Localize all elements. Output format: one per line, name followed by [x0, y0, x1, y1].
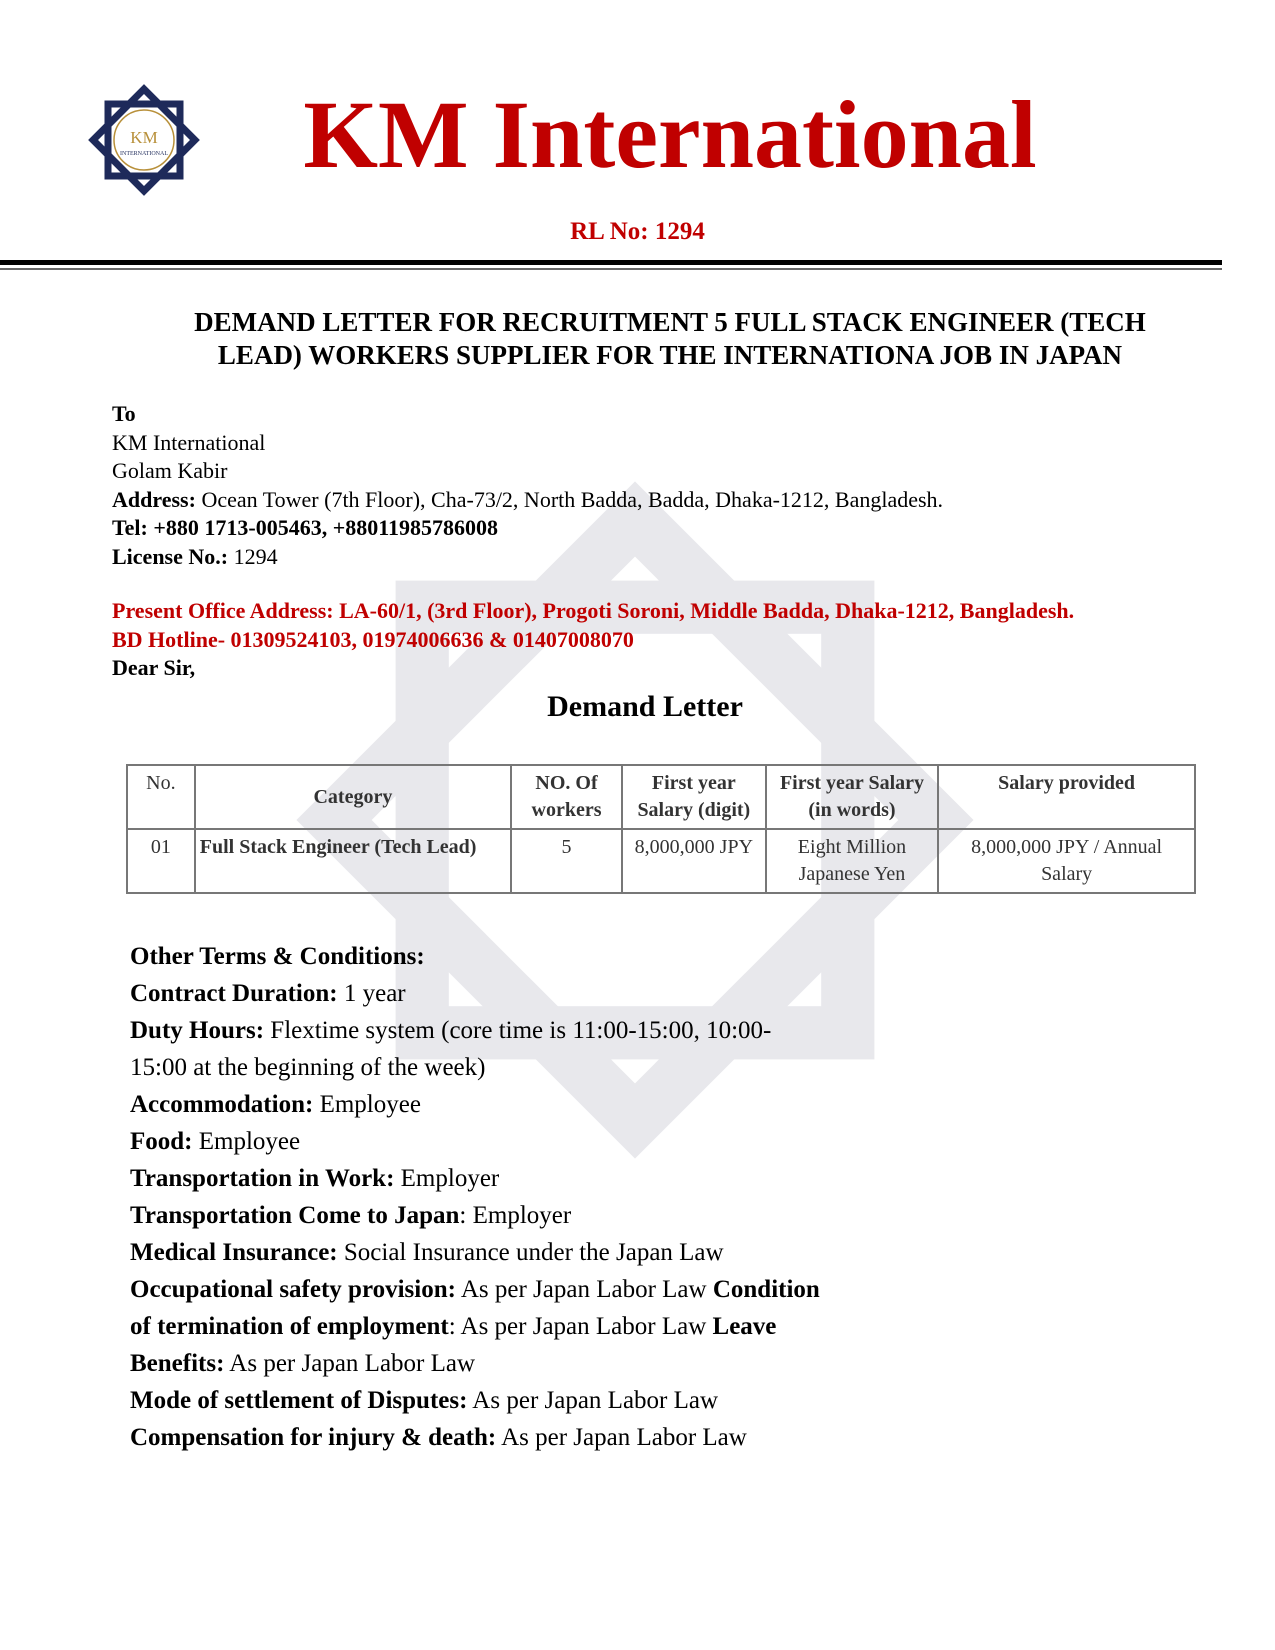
- license-value: 1294: [233, 543, 278, 569]
- cell-no: 01: [127, 829, 195, 893]
- cell-category: Full Stack Engineer (Tech Lead): [195, 829, 511, 893]
- logo-text-km: KM: [130, 128, 158, 147]
- term-value: Employer: [394, 1165, 500, 1192]
- term-label: Transportation in Work:: [130, 1165, 395, 1192]
- term-value: 1 year: [337, 980, 406, 1007]
- term-label: Occupational safety provision:: [130, 1276, 456, 1303]
- term-label: Duty Hours:: [130, 1017, 265, 1044]
- recipient-license-line: [112, 543, 1212, 572]
- rl-number: RL No: 1294: [570, 218, 705, 245]
- term-value: As per Japan Labor Law: [455, 1276, 713, 1303]
- term-value: As per Japan Labor Law: [496, 1424, 747, 1451]
- term-label: Leave Benefits:: [130, 1313, 777, 1377]
- table-header-row: [127, 765, 1195, 829]
- term-label: Accommodation:: [130, 1091, 314, 1118]
- term-label: Food:: [130, 1128, 193, 1155]
- term-transport-work: [130, 1160, 830, 1197]
- terms-heading: Other Terms & Conditions:: [130, 943, 425, 970]
- header-category: Category: [195, 765, 511, 829]
- term-label: Mode of settlement of Disputes:: [130, 1387, 468, 1414]
- term-accommodation: [130, 1086, 830, 1123]
- recipient-person: Golam Kabir: [112, 458, 228, 483]
- term-transport-japan: [130, 1197, 830, 1234]
- cell-salary-digit: 8,000,000 JPY: [622, 829, 766, 893]
- table-row: [127, 829, 1195, 893]
- logo-text-international: INTERNATIONAL: [120, 151, 168, 157]
- recipient-address-line: [112, 486, 1212, 515]
- section-title: Demand Letter: [547, 690, 743, 723]
- term-value: Social Insurance under the Japan Law: [337, 1239, 724, 1266]
- term-disputes: [130, 1382, 830, 1419]
- header-workers: NO. Of workers: [511, 765, 622, 829]
- term-value: As per Japan Labor Law: [224, 1350, 476, 1377]
- terms-section: [130, 938, 830, 1456]
- term-duty-hours: [130, 1012, 830, 1086]
- term-food: [130, 1123, 830, 1160]
- header-divider-thin: [0, 268, 1222, 270]
- demand-table: [126, 764, 1196, 894]
- term-contract: [130, 975, 830, 1012]
- term-label: Contract Duration:: [130, 980, 338, 1007]
- term-label: Condition of termination of employment: [130, 1276, 820, 1340]
- bd-hotline: BD Hotline- 01309524103, 01974006636 & 01407008070: [112, 626, 634, 652]
- term-compensation: [130, 1419, 830, 1456]
- term-value: Employee: [192, 1128, 301, 1155]
- term-label: Medical Insurance:: [130, 1239, 338, 1266]
- term-label: Compensation for injury & death:: [130, 1424, 497, 1451]
- header-salary-digit: First year Salary (digit): [622, 765, 766, 829]
- company-name: KM International: [303, 81, 1037, 188]
- cell-salary-words: Eight Million Japanese Yen: [766, 829, 939, 893]
- header-salary-words: First year Salary (in words): [766, 765, 939, 829]
- to-label: To: [112, 401, 136, 426]
- term-value: : As per Japan Labor Law: [448, 1313, 713, 1340]
- term-value: As per Japan Labor Law: [467, 1387, 719, 1414]
- header-divider: [0, 260, 1222, 265]
- recipient-block: [112, 400, 1212, 683]
- license-label: License No.:: [112, 543, 229, 569]
- term-value: : Employer: [459, 1202, 572, 1229]
- term-combined-paragraph: [130, 1234, 830, 1382]
- term-label: Transportation Come to Japan: [130, 1202, 460, 1229]
- term-value: Flextime system (core time is 11:00-15:00, 10:00- 15:00 at the beginning of the week): [130, 1017, 772, 1081]
- salutation: Dear Sir,: [112, 655, 196, 680]
- recipient-company: KM International: [112, 429, 266, 455]
- company-logo: [84, 80, 204, 200]
- header-salary-provided: Salary provided: [938, 765, 1195, 829]
- address-value: Ocean Tower (7th Floor), Cha-73/2, North Badda, Badda, Dhaka-1212, Bangladesh.: [201, 486, 944, 512]
- document-title: DEMAND LETTER FOR RECRUITMENT 5 FULL STACK ENGINEER (TECH LEAD) WORKERS SUPPLIER FOR THE INTERNATIONA JOB IN JAPAN: [194, 307, 1146, 370]
- header-no: No.: [127, 765, 195, 829]
- cell-workers: 5: [511, 829, 622, 893]
- address-label: Address:: [112, 486, 196, 512]
- recipient-tel: Tel: +880 1713-005463, +88011985786008: [112, 515, 499, 540]
- cell-salary-provided: 8,000,000 JPY / Annual Salary: [938, 829, 1195, 893]
- term-value: Employee: [313, 1091, 421, 1118]
- present-office-address: Present Office Address: LA-60/1, (3rd Floor), Progoti Soroni, Middle Badda, Dhaka-1212, Bangladesh.: [112, 598, 1075, 623]
